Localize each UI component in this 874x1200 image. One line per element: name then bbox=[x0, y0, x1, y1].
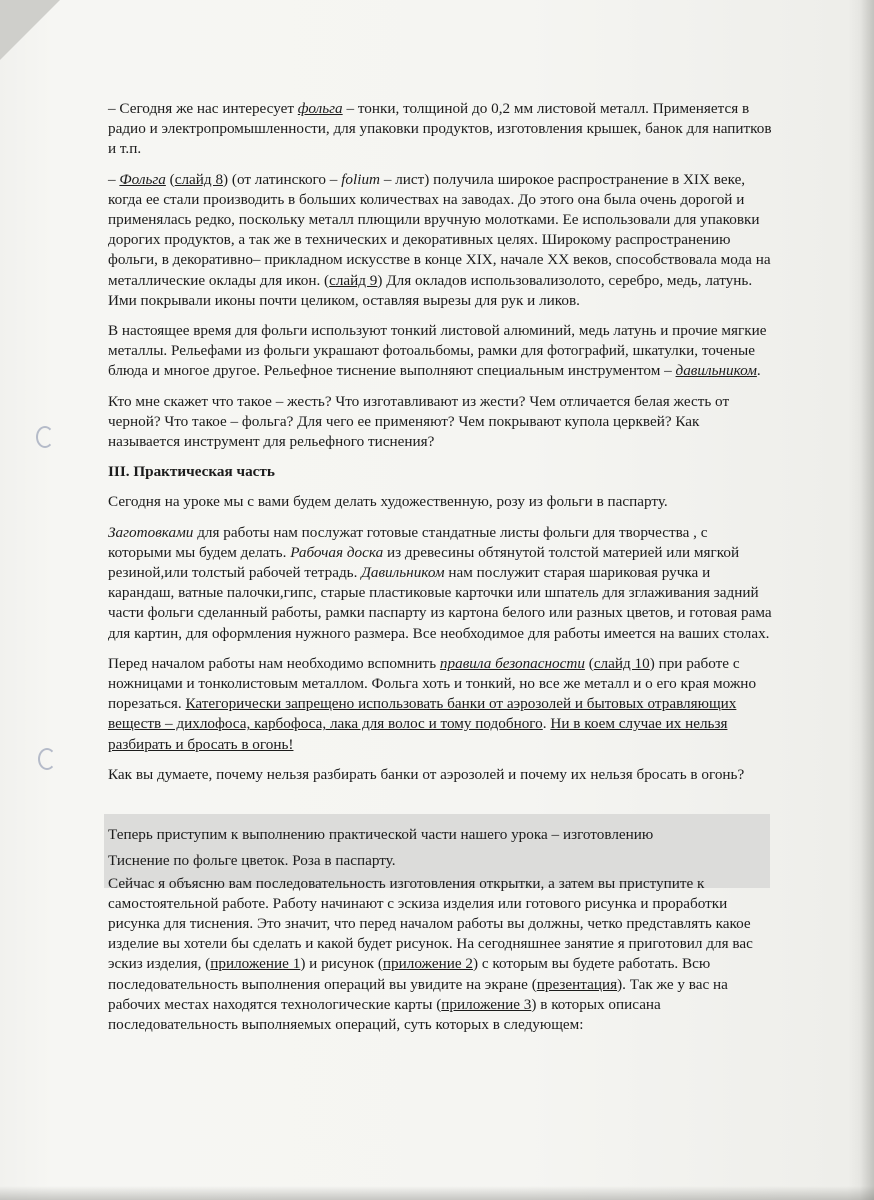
paragraph-safety: Перед началом работы нам необходимо вспомнить правила безопасности (слайд 10) при работе с ножницами и тонколистовым металлом. Фольга хоть и тонкий, но все же металл и о его края можно порезаться. Категорически запрещено использовать банки от аэрозолей и бытовых отравляющих веществ – дихлофоса, карбофоса, лака для волос и тому подобного. Ни в коем случае их нельзя разбирать и бросать в огонь! bbox=[108, 654, 757, 753]
section-heading: III. Практическая часть bbox=[108, 463, 275, 481]
appendix-reference: приложение 3 bbox=[441, 995, 532, 1013]
term-foil: фольга bbox=[297, 100, 343, 117]
paragraph-project-title: Тиснение по фольге цветок. Роза в паспарту. bbox=[108, 852, 396, 870]
paragraph-lesson-goal: Сегодня на уроке мы с вами будем делать художественную, розу из фольги в паспарту. bbox=[108, 493, 668, 511]
page-corner-fold bbox=[0, 0, 60, 60]
paragraph-practice-intro: Теперь приступим к выполнению практической части нашего урока – изготовлению bbox=[108, 826, 654, 844]
safety-warning: Ни в коем случае их нельзя разбирать и бросать в огонь! bbox=[108, 715, 728, 753]
term-tool: Давильником bbox=[361, 564, 445, 582]
page-bottom-edge-shadow bbox=[0, 1186, 874, 1200]
presentation-reference: презентация bbox=[536, 975, 618, 993]
term-foil: Фольга bbox=[119, 170, 166, 188]
paragraph-procedure: Сейчас я объясню вам последовательность изготовления открытки, а затем вы приступите к самостоятельной работе. Работу начинают с эскиза изделия или готового рисунка и проработки рисунка для тиснения. Это значит, что перед началом работы вы должны, четко представлять какое изделие вы хотели бы сделать и какой будет рисунок. На сегодняшнее занятие я приготовил для вас эскиз изделия, (приложение 1) и рисунок (приложение 2) с которым вы будете работать. Всю последовательность выполнения операций вы увидите на экране (презентация). Так же у вас на рабочих местах находятся технологические карты (приложение 3) в которых описана последовательность выполняемых операций, суть которых в следующем: bbox=[108, 874, 753, 1033]
slide-reference: слайд 8 bbox=[174, 170, 224, 188]
term-safety-rules: правила безопасности bbox=[439, 654, 585, 672]
paragraph-questions: Кто мне скажет что такое – жесть? Что изготавливают из жести? Чем отличается белая жесть от черной? Что такое – фольга? Для чего ее применяют? Чем покрывают купола церквей? Как называется инструмент для рельефного тиснения? bbox=[108, 392, 730, 451]
paragraph-foil-history: – Фольга (слайд 8) (от латинского – folium – лист) получила широкое распространение в XIX веке, когда ее стали производить в больших количествах на заводах. До этого она была очень дорогой и применялась редко, поскольку металл плющили вручную молотками. Ее использовали для упаковки дорогих продуктов, а так же в технических и декоративных целях. Широкому распространению фольги, в декоративно– прикладном искусстве в конце XIX, начале XX веков, способствовала мода на металлические оклады для икон. (слайд 9) Для окладов использовализолото, серебро, медь, латунь. Ими покрывали иконы почти целиком, оставляя вырезы для рук и ликов. bbox=[108, 170, 771, 309]
term-board: Рабочая доска bbox=[290, 543, 384, 561]
punch-hole-mark-icon bbox=[38, 748, 56, 770]
paragraph-foil-intro: – Сегодня же нас интересует фольга – тонки, толщиной до 0,2 мм листовой металл. Применяется в радио и электропромышленности, для упаковки продуктов, изготовления крышек, банок для напитков и т.п. bbox=[108, 100, 772, 158]
page-right-edge-shadow bbox=[860, 0, 874, 1200]
appendix-reference: приложение 1 bbox=[210, 955, 301, 973]
term-blanks: Заготовками bbox=[108, 523, 194, 541]
document-body bbox=[108, 99, 773, 1045]
appendix-reference: приложение 2 bbox=[382, 955, 473, 973]
safety-prohibition: Категорически запрещено использовать банки от аэрозолей и бытовых отравляющих веществ – дихлофоса, карбофоса, лака для волос и тому подобного bbox=[108, 695, 737, 733]
punch-hole-mark-icon bbox=[36, 426, 54, 448]
term-tool: давильником bbox=[675, 362, 757, 380]
slide-reference: слайд 10 bbox=[593, 654, 650, 672]
paragraph-modern-foil: В настоящее время для фольги используют тонкий листовой алюминий, медь латунь и прочие мягкие металлы. Рельефами из фольги украшают фотоальбомы, рамки для фотографий, шкатулки, точеные блюда и многое другое. Рельефное тиснение выполняют специальным инструментом – давильником. bbox=[108, 322, 767, 380]
paragraph-aerosol-question: Как вы думаете, почему нельзя разбирать банки от аэрозолей и почему их нельзя бросать в огонь? bbox=[108, 765, 745, 783]
slide-reference: слайд 9 bbox=[329, 271, 378, 289]
paragraph-materials: Заготовками для работы нам послужат готовые стандатные листы фольги для творчества , с которыми мы будем делать. Рабочая доска из древесины обтянутой толстой материей или мягкой резиной,или толстый рабочей тетрадь. Давильником нам послужит старая шариковая ручка и карандаш, ватные палочки,гипс, старые пластиковые карточки или шпатель для зглаживания задний части фольги сделанный работы, рамки паспарту из картона белого или разных цветов, и готовая рама для картин, для оформления нужного размера. Все необходимое для работы имеется на ваших столах. bbox=[108, 523, 772, 642]
latin-term: folium bbox=[341, 170, 381, 188]
